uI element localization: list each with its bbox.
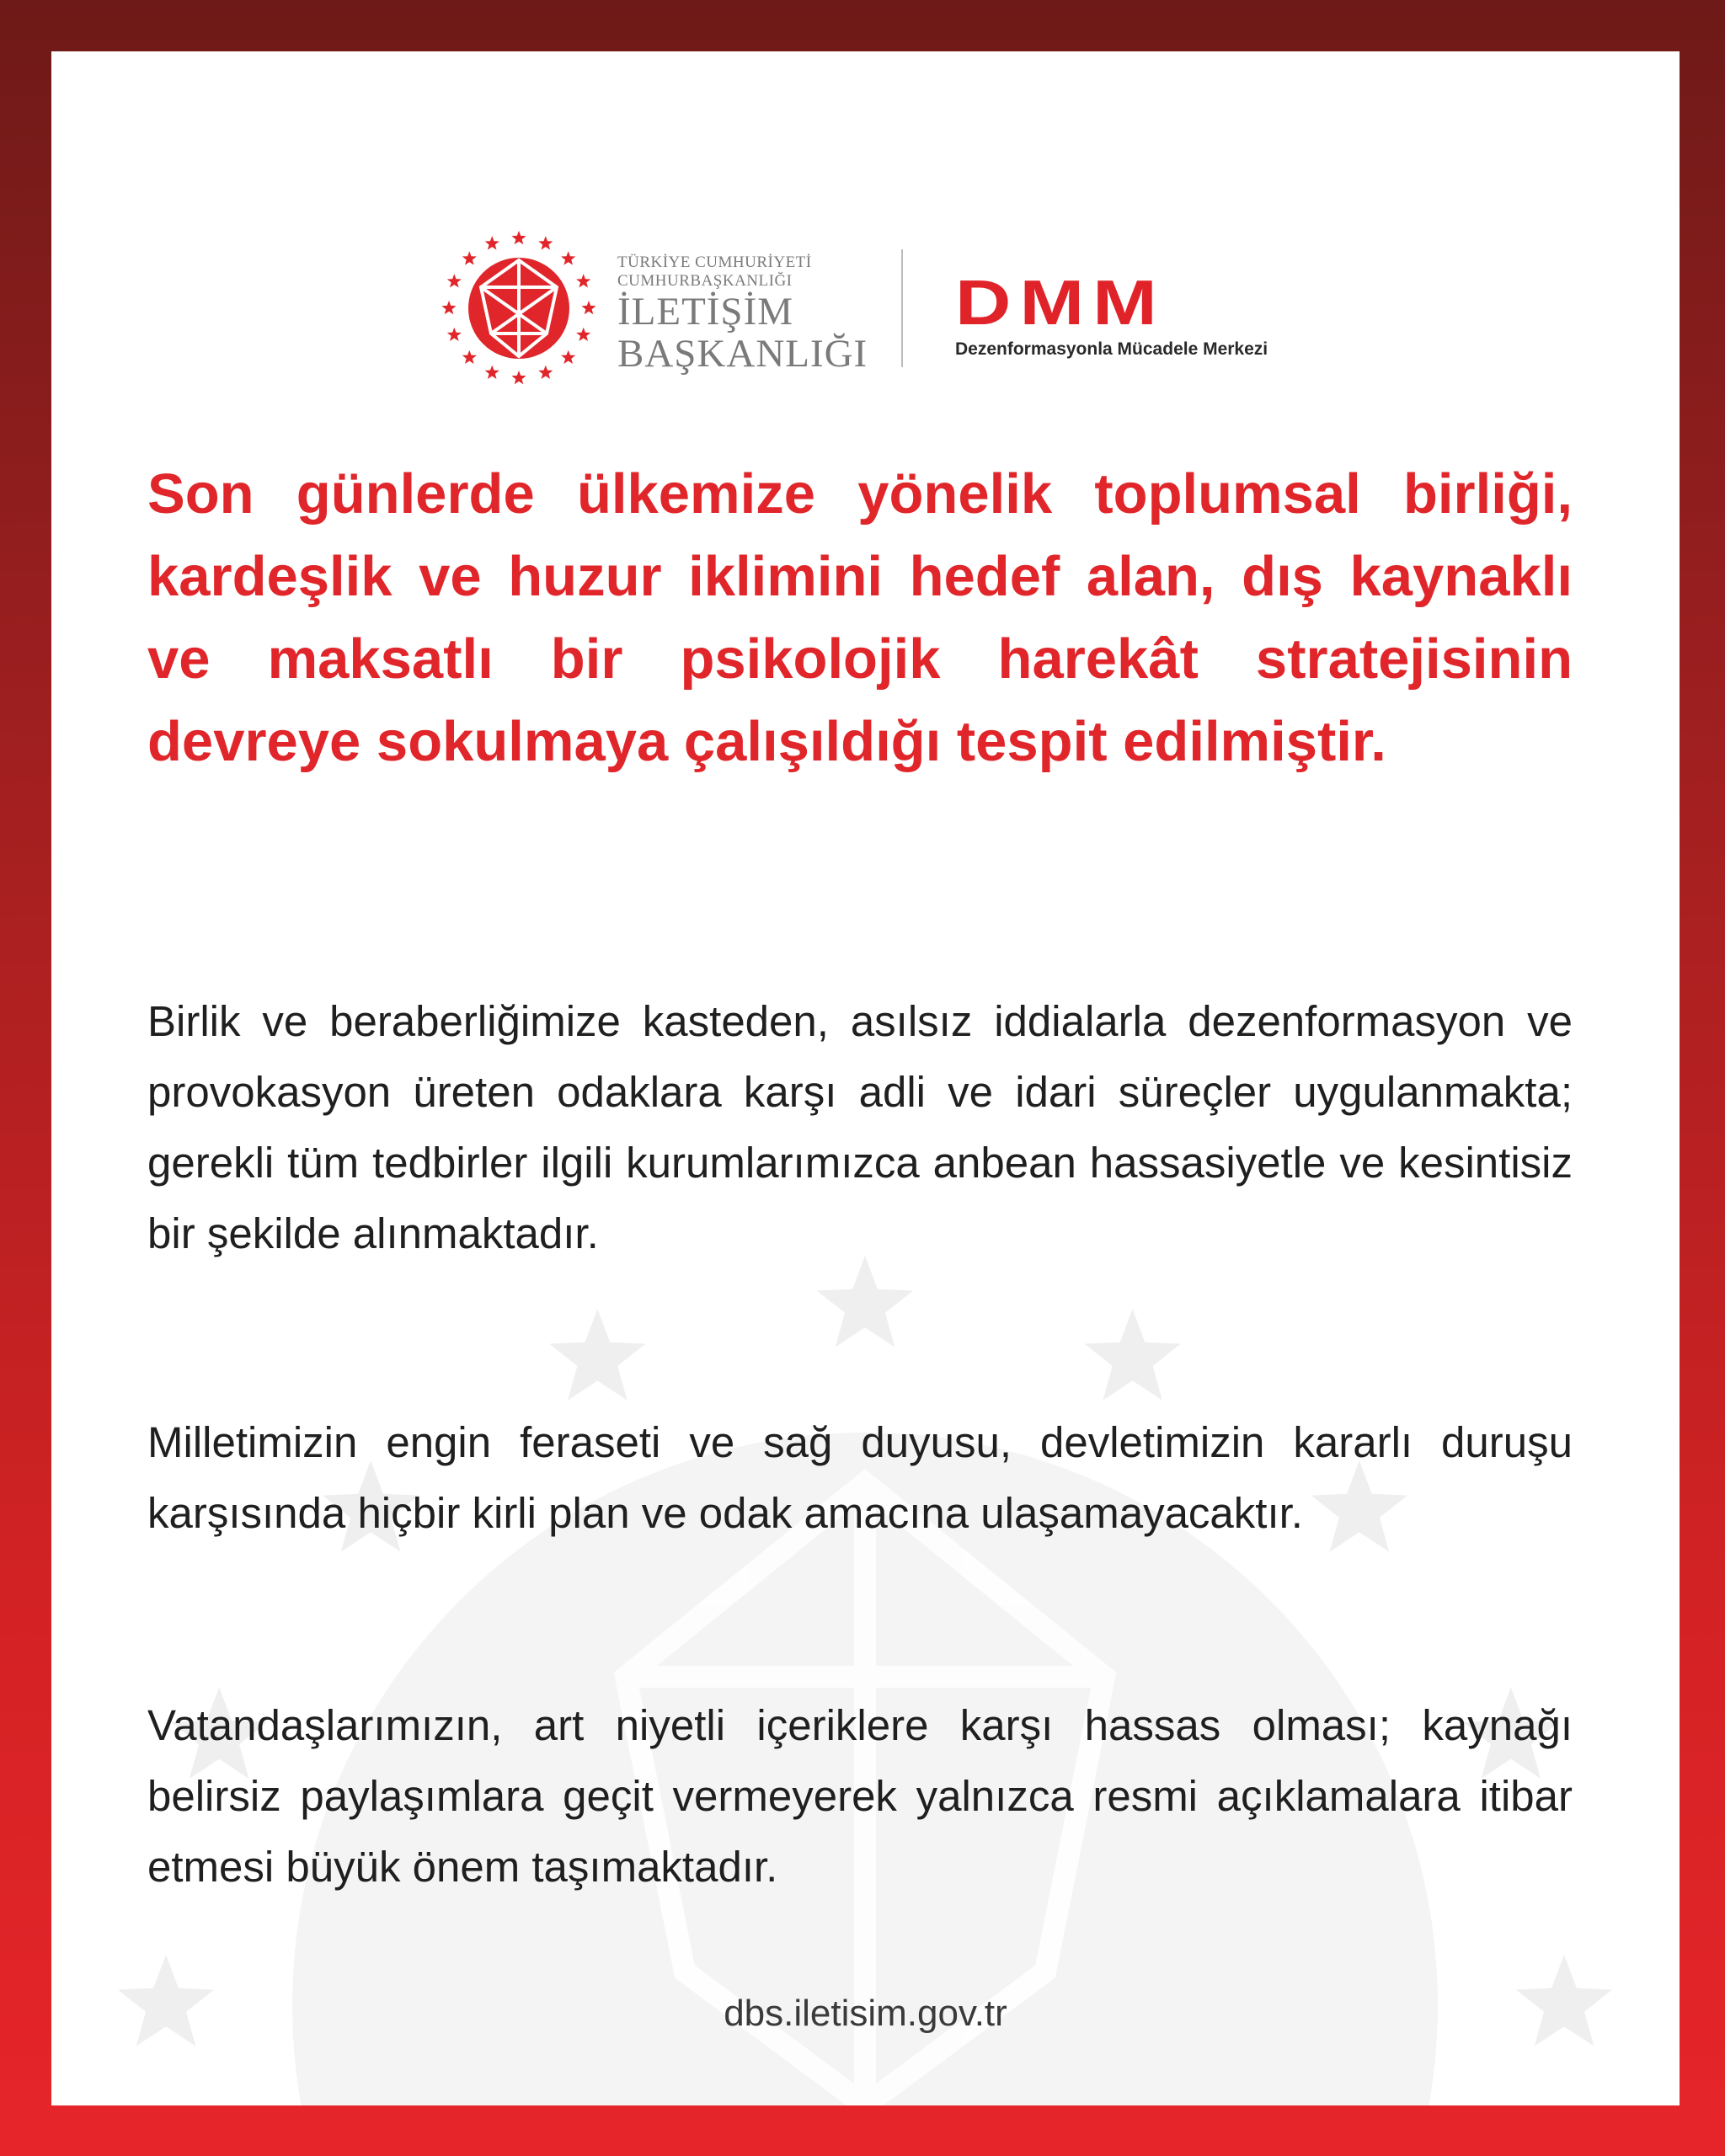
statement-card bbox=[51, 51, 1680, 2105]
watermark-star-icon bbox=[549, 1309, 645, 1401]
iletisim-baskanligi-logo bbox=[617, 253, 870, 375]
institution-name-line1: İLETİŞİM bbox=[617, 290, 794, 334]
institution-line2: CUMHURBAŞKANLIĞI bbox=[617, 272, 793, 290]
emblem-star-icon bbox=[581, 301, 595, 314]
emblem-star-icon bbox=[485, 236, 499, 249]
paragraph-1: Birlik ve beraberliğimize kasteden, asılsız iddialarla dezenformasyon ve provokasyon üreten odaklara karşı adli ve idari süreçler uygulanmakta; gerekli tüm tedbirler ilgili kurumlarımızca anbean hassasiyetle ve kesintisiz bir şekilde alınmaktadır. bbox=[147, 997, 1573, 1257]
header-logos bbox=[51, 195, 1680, 414]
presidential-seal-icon bbox=[439, 228, 599, 388]
emblem-star-icon bbox=[511, 371, 526, 384]
dmm-logo bbox=[955, 267, 1343, 360]
emblem-star-icon bbox=[576, 328, 590, 341]
emblem-star-icon bbox=[485, 366, 499, 379]
emblem-star-icon bbox=[576, 274, 590, 287]
emblem-star-icon bbox=[538, 236, 553, 249]
emblem-star-icon bbox=[511, 231, 526, 244]
emblem-star-icon bbox=[447, 274, 462, 287]
emblem-star-icon bbox=[538, 366, 553, 379]
footer-url[interactable]: dbs.iletisim.gov.tr bbox=[724, 1993, 1007, 2034]
emblem-star-icon bbox=[561, 350, 575, 364]
lead-statement: Son günlerde ülkemize yönelik toplumsal birliği, kardeşlik ve huzur iklimini hedef alan, dış kaynaklı ve maksatlı bir psikolojik harekât stratejisinin devreye sokulmaya çalışıldığı tespit edilmiştir. bbox=[147, 462, 1573, 773]
emblem-star-icon bbox=[462, 350, 477, 364]
logo-divider bbox=[901, 249, 903, 367]
watermark-star-icon bbox=[1085, 1309, 1181, 1401]
dmm-subtitle: Dezenformasyonla Mücadele Merkezi bbox=[955, 339, 1268, 359]
paragraph-2: Milletimizin engin feraseti ve sağ duyusu, devletimizin kararlı duruşu karşısında hiçbir kirli plan ve odak amacına ulaşamayacaktır. bbox=[147, 1418, 1573, 1537]
emblem-star-icon bbox=[561, 251, 575, 264]
dmm-logo-mark: DMM bbox=[955, 267, 1166, 339]
watermark-star-icon bbox=[817, 1256, 913, 1348]
institution-line1: TÜRKİYE CUMHURİYETİ bbox=[617, 253, 812, 271]
emblem-star-icon bbox=[447, 328, 462, 341]
institution-name-line2: BAŞKANLIĞI bbox=[617, 332, 868, 376]
paragraph-3: Vatandaşlarımızın, art niyetli içeriklere karşı hassas olması; kaynağı belirsiz paylaşımlara geçit vermeyerek yalnızca resmi açıklamalara itibar etmesi büyük önem taşımaktadır. bbox=[147, 1701, 1573, 1891]
emblem-star-icon bbox=[441, 301, 456, 314]
emblem-star-icon bbox=[462, 251, 477, 264]
